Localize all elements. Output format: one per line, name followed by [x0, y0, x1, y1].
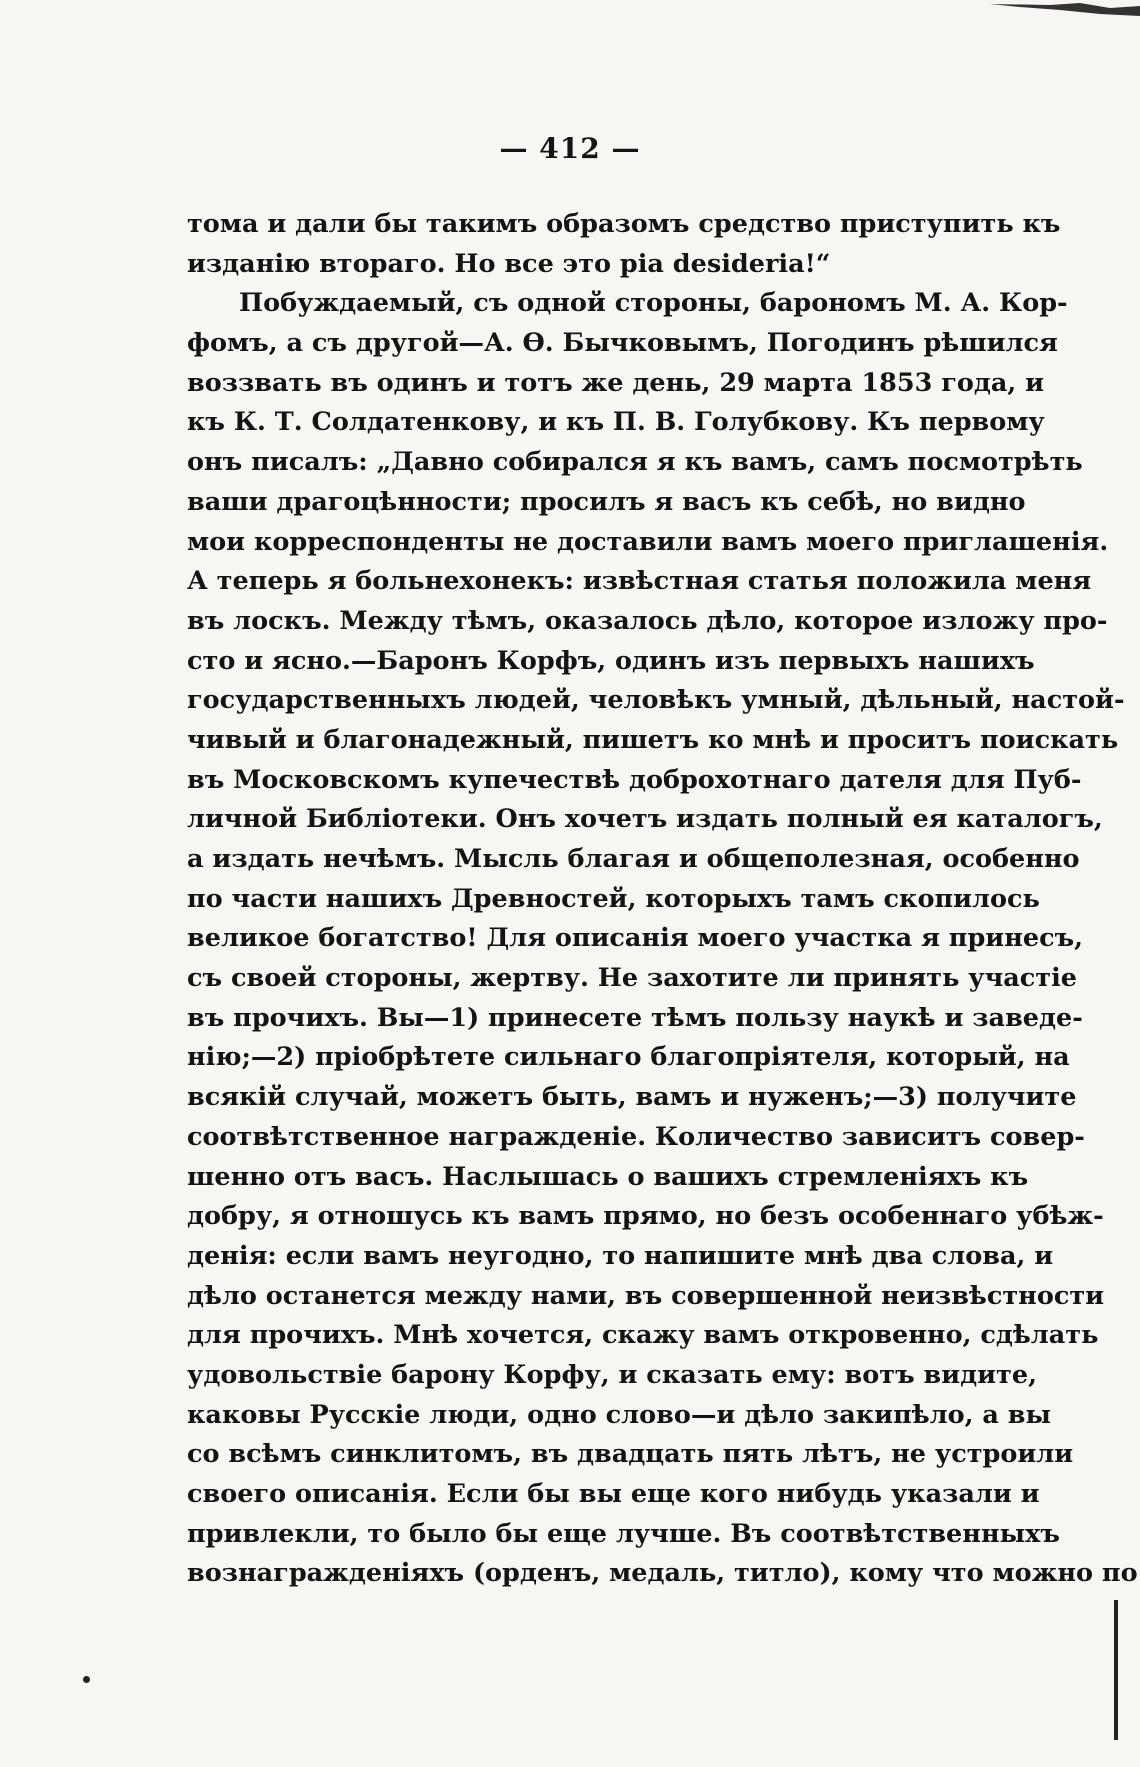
text-line: мои корреспонденты не доставили вамъ моего приглашенія. [187, 526, 1109, 557]
page-number: — 412 — [499, 132, 641, 165]
text-line: ваши драгоцѣнности; просилъ я васъ къ себѣ, но видно [187, 486, 1026, 517]
text-line: со всѣмъ синклитомъ, въ двадцать пять лѣтъ, не устроили [187, 1439, 1074, 1470]
text-line: государственныхъ людей, человѣкъ умный, дѣльный, настой- [187, 685, 1125, 716]
text-line: своего описанія. Если бы вы еще кого нибудь указали и [187, 1479, 1040, 1509]
text-line: добру, я отношусь къ вамъ прямо, но безъ особеннаго убѣж- [187, 1201, 1104, 1232]
text-line: шенно отъ васъ. Наслышась о вашихъ стремленіяхъ къ [187, 1161, 1029, 1192]
text-line: изданію втораго. Но все это pia desideria!“ [187, 248, 831, 279]
body-text [187, 205, 1138, 1594]
text-line: въ Московскомъ купечествѣ доброхотнаго дателя для Пуб- [187, 764, 1082, 795]
text-line: фомъ, а съ другой—А. Ѳ. Бычковымъ, Погодинъ рѣшился [187, 328, 1058, 359]
text-line: чивый и благонадежный, пишетъ ко мнѣ и проситъ поискать [187, 724, 1119, 755]
text-line: личной Библіотеки. Онъ хочетъ издать полный ея каталогъ, [187, 804, 1103, 835]
text-line: воззвать въ одинъ и тотъ же день, 29 марта 1853 года, и [187, 367, 1045, 398]
text-line: всякій случай, можетъ быть, вамъ и нуженъ;—3) получите [187, 1082, 1077, 1113]
text-line: для прочихъ. Мнѣ хочется, скажу вамъ откровенно, сдѣлать [187, 1320, 1099, 1351]
text-line: въ лоскъ. Между тѣмъ, оказалось дѣло, которое изложу про- [187, 605, 1108, 636]
scan-edge-bar [1114, 1600, 1118, 1740]
text-line: А теперь я больнехонекъ: извѣстная статья положила меня [187, 566, 1092, 597]
text-line: по части нашихъ Древностей, которыхъ тамъ скопилось [187, 883, 1040, 914]
text-line: удовольствіе барону Корфу, и сказать ему: вотъ видите, [187, 1359, 1037, 1390]
text-line: въ прочихъ. Вы—1) принесете тѣмъ пользу наукѣ и заведе- [187, 1002, 1083, 1033]
text-line: онъ писалъ: „Давно собирался я къ вамъ, самъ посмотрѣть [187, 447, 1083, 478]
text-line: денія: если вамъ неугодно, то напишите мнѣ два слова, и [187, 1240, 1054, 1271]
text-line: великое богатство! Для описанія моего участка я принесъ, [187, 923, 1084, 954]
text-line: дѣло останется между нами, въ совершенной неизвѣстности [187, 1280, 1105, 1311]
text-line: привлекли, то было бы еще лучше. Въ соотвѣтственныхъ [187, 1518, 1060, 1549]
text-line: вознагражденіяхъ (орденъ, медаль, титло), кому что можно по [187, 1558, 1138, 1589]
scan-edge-mark [990, 0, 1140, 16]
ink-dot [83, 1676, 90, 1683]
text-line: къ К. Т. Солдатенкову, и къ П. В. Голубкову. Къ первому [187, 407, 1045, 438]
text-line: а издать нечѣмъ. Мысль благая и общеполезная, особенно [187, 844, 1080, 874]
text-line: съ своей стороны, жертву. Не захотите ли принять участіе [187, 963, 1078, 994]
text-line: сто и ясно.—Баронъ Корфъ, одинъ изъ первыхъ нашихъ [187, 645, 1035, 676]
text-line: каковы Русскіе люди, одно слово—и дѣло закипѣло, а вы [187, 1399, 1052, 1430]
text-line: тома и дали бы такимъ образомъ средство приступить къ [187, 209, 1061, 239]
text-line: нію;—2) пріобрѣтете сильнаго благопріятеля, который, на [187, 1042, 1070, 1073]
text-line: Побуждаемый, съ одной стороны, барономъ М. А. Кор- [239, 288, 1068, 319]
text-line: соотвѣтственное награжденіе. Количество зависитъ совер- [187, 1121, 1085, 1152]
